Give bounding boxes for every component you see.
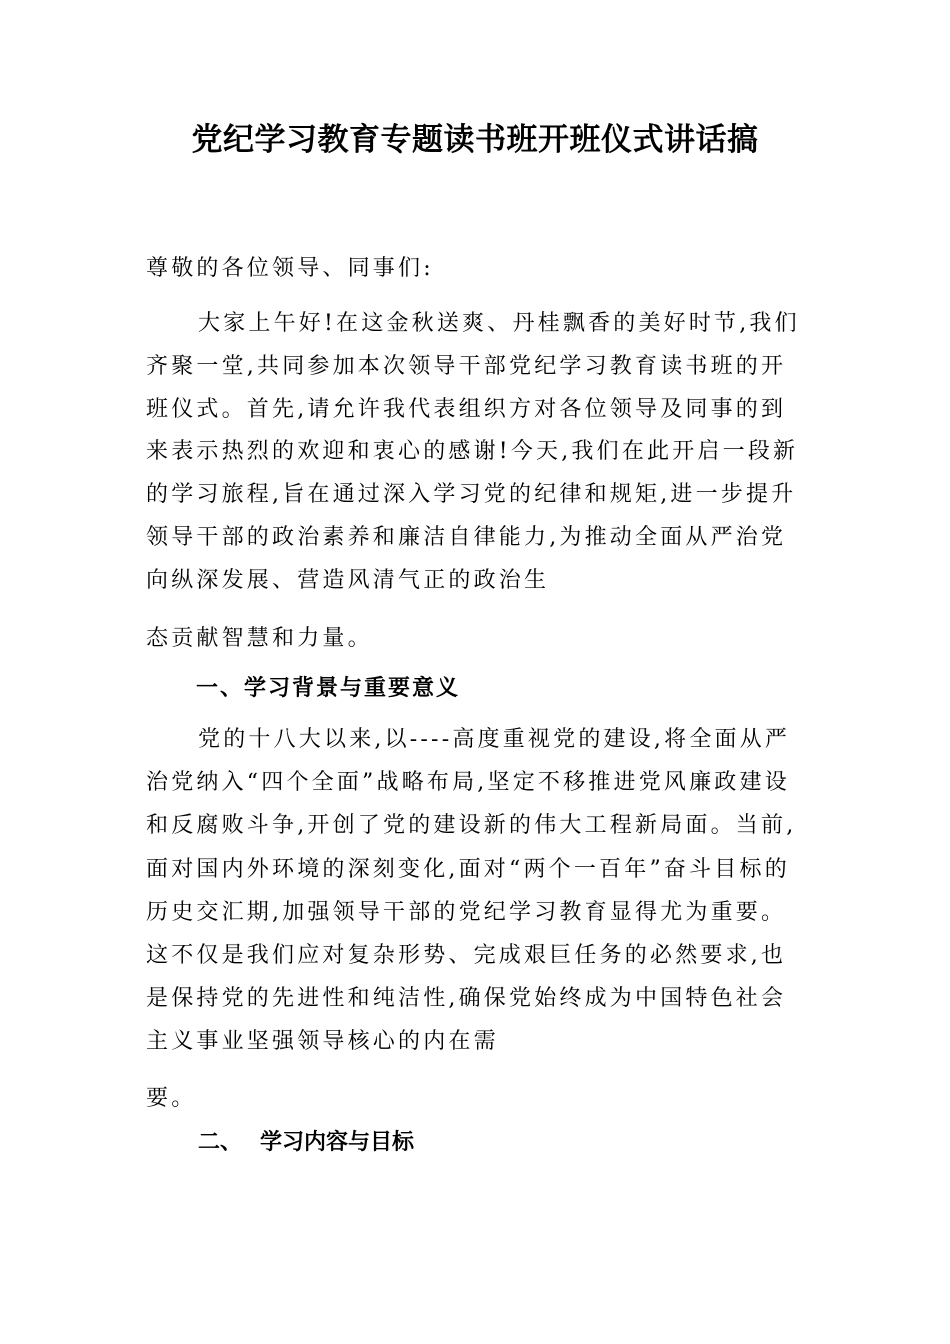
paragraph-opening: 大家上午好!在这金秋送爽、丹桂飘香的美好时节,我们齐聚一堂,共同参加本次领导干部党纪学习教育读书班的开班仪式。首先,请允许我代表组织方对各位领导及同事的到来表示热烈的欢迎和衷心的感谢!今天,我们在此开启一段新的学习旅程,旨在通过深入学习党的纪律和规矩,进一步提升领导干部的政治素养和廉洁自律能力,为推动全面从严治党向纵深发展、营造风清气正的政治生 (146, 311, 800, 593)
section-heading-background: 一、学习背景与重要意义 (196, 675, 461, 701)
section-heading-content (198, 1121, 414, 1164)
section-number: 二、 (198, 1129, 243, 1155)
salutation: 尊敬的各位领导、同事们: (146, 256, 434, 281)
paragraph-background: 党的十八大以来,以----高度重视党的建设,将全面从严治党纳入“四个全面”战略布局,坚定不移推进党风廉政建设和反腐败斗争,开创了党的建设新的伟大工程新局面。当前,面对国内外环境的深刻变化,面对“两个一百年”奋斗目标的历史交汇期,加强领导干部的党纪学习教育显得尤为重要。这不仅是我们应对复杂形势、完成艰巨任务的必然要求,也是保持党的先进性和纯洁性,确保党始终成为中国特色社会主义事业坚强领导核心的内在需 (146, 727, 797, 1055)
paragraph-opening-end: 态贡献智慧和力量。 (146, 626, 373, 651)
paragraph-background-end: 要。 (146, 1086, 197, 1111)
section-title: 学习内容与目标 (260, 1129, 415, 1155)
document-title: 党纪学习教育专题读书班开班仪式讲话搞 (191, 122, 759, 158)
